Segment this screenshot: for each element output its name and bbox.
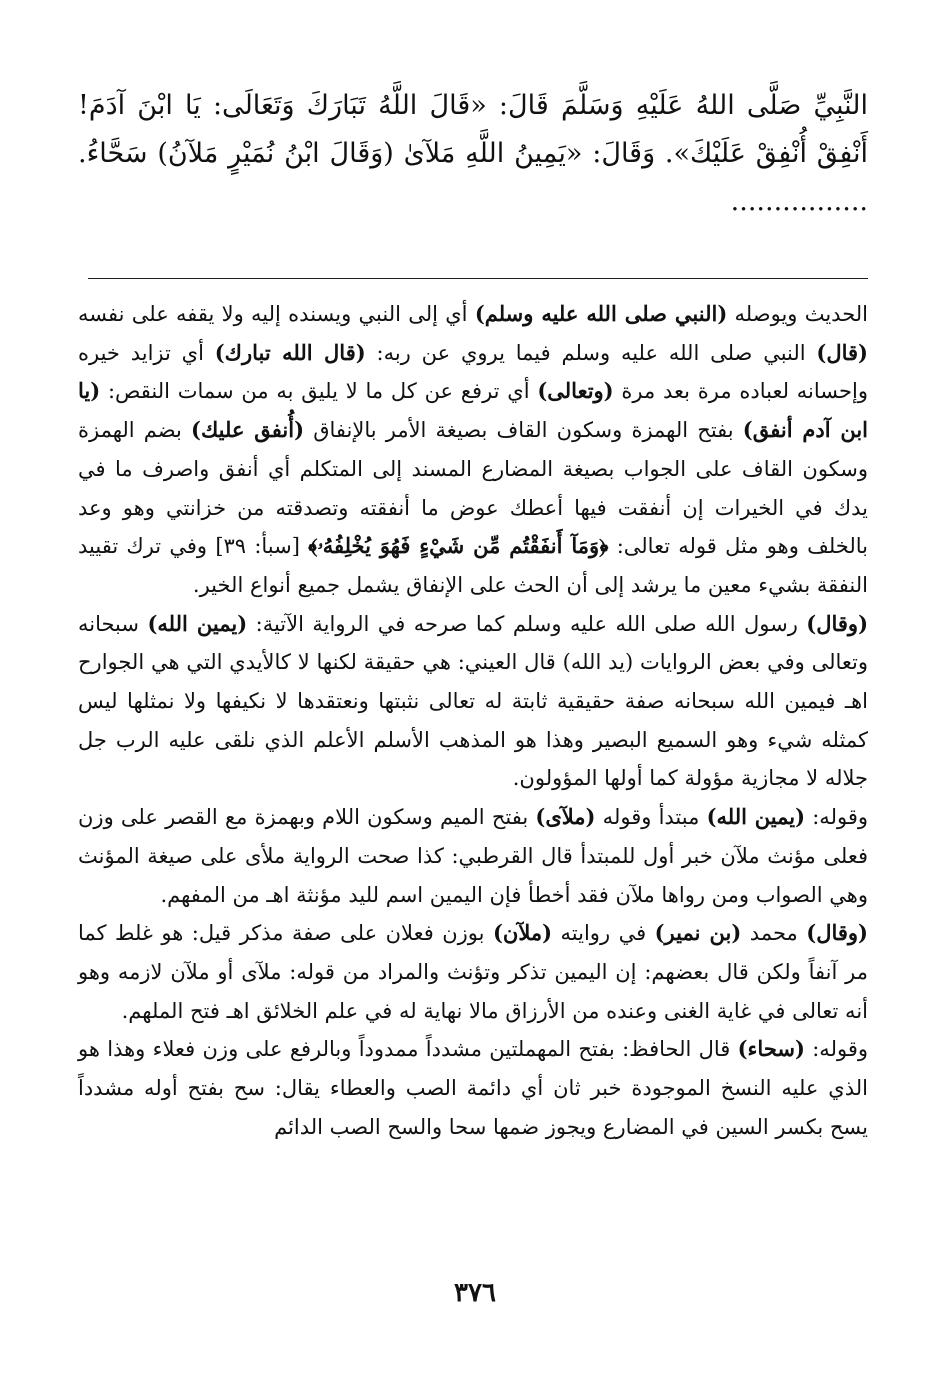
p1-bold-1: (النبي صلى الله عليه وسلم) [474,301,728,326]
commentary-paragraph-2 [78,605,868,799]
p1-text-8: [سبأ: ٣٩] وفي ترك تقييد النفقة بشيء معين ما يرشد إلى أن الحث على الإنفاق يشمل جميع أنواع الخير. [78,534,868,597]
p1-text-5: أي ترفع عن كل ما لا يليق به من سمات النقص: [100,379,538,404]
p1-text-6: بفتح الهمزة وسكون القاف بصيغة الأمر بالإنفاق [304,418,743,443]
page-number: ٣٧٦ [454,1278,496,1308]
separator-line [88,278,868,279]
p1-bold-3: (قال الله تبارك) [214,339,366,365]
p1-bold-6: (أُنفق عليك) [191,417,305,443]
quran-verse: ﴿وَمَآ أَنفَقْتُم مِّن شَيْءٍ فَهُوَ يُخْلِفُهُۥ﴾ [308,533,609,559]
p5-text-1: وقوله: [804,1037,868,1062]
commentary-paragraph-1 [78,295,868,605]
p3-bold-2: (ملآى) [535,804,596,830]
p4-bold-3: (ملآن) [492,920,553,946]
p1-text-7: بضم الهمزة وسكون القاف على الجواب بصيغة المضارع المسند إلى المتكلم أي أنفق واصرف ما في يدك في الخيرات إن أنفقت فيها أعطك عوض ما أنفقته وتصدقته من خزانتي وهو وعد بالخلف وهو مثل قوله تعالى: [78,418,868,559]
p4-text-3: بوزن فعلان على صفة مذكر قيل: هو غلط كما مر آنفاً ولكن قال بعضهم: إن اليمين تذكر وتؤنث والمراد من قوله: ملآى أو ملآن لازمه وهو أنه تعالى في غاية الغنى وعنده من الأرزاق مالا نهاية له في علم الخلائق اهـ فتح الملهم. [78,921,868,1023]
p4-bold-1: (وقال) [806,920,868,946]
p1-bold-2: (قال) [816,339,868,365]
hadith-text [78,82,868,226]
commentary-paragraph-5 [78,1030,868,1146]
p1-bold-5: (يا ابن آدم أنفق) [78,378,869,443]
p4-text-1: محمد [741,921,807,946]
commentary-paragraph-3 [78,798,868,914]
p3-text-1: وقوله: [805,805,868,830]
p3-text-2: مبتدأ وقوله [595,805,707,830]
p1-text-3: النبي صلى الله عليه وسلم فيما يروي عن ربه: [365,340,817,365]
p2-text-1: رسول الله صلى الله عليه وسلم كما صرحه في الرواية الآتية: [247,611,807,636]
p2-bold-2: (يمين الله) [147,610,248,636]
p2-bold-1: (وقال) [806,610,869,636]
p5-bold-1: (سحاء) [737,1036,805,1062]
p3-bold-1: (يمين الله) [706,804,806,830]
p5-text-2: قال الحافظ: بفتح المهملتين مشدداً ممدوداً وبالرفع على وزن فعلاء وهذا هو الذي عليه النسخ الموجودة خبر ثان أي دائمة الصب والعطاء يقال: سح بفتح أوله مشدداً يسح بكسر السين في المضارع ويجوز ضمها سحا والسح الصب الدائم [78,1037,868,1139]
commentary [78,295,868,1146]
p1-text-1: الحديث ويوصله [727,302,868,326]
commentary-paragraph-4 [78,914,868,1030]
p2-text-2: سبحانه وتعالى وفي بعض الروايات (يد الله) قال العيني: هي حقيقة لكنها لا كالأيدي التي هي الجوارح اهـ فيمين الله سبحانه صفة حقيقية ثابتة له تعالى نثبتها ونعتقدها لا نكيفها ولا نمثلها ليس كمثله شيء وهو السميع البصير وهذا هو المذهب الأسلم الأعلم الذي نلقى عليه الرب جل جلاله لا مجازية مؤولة كما أولها المؤولون. [78,611,868,791]
p1-text-2: أي إلى النبي ويسنده إليه ولا يقفه على نفسه [78,302,475,326]
p4-text-2: في روايته [552,921,655,946]
p1-bold-4: (وتعالى) [537,378,614,404]
hadith-ellipsis: ................ [730,186,868,217]
book-page [78,82,868,1146]
hadith-matn: النَّبِيِّ صَلَّى اللهُ عَلَيْهِ وَسَلَّمَ قَالَ: «قَالَ اللَّهُ تَبَارَكَ وَتَعَالَى: يَا ابْنَ آدَمَ! أَنْفِقْ أُنْفِقْ عَلَيْكَ». وَقَالَ: «يَمِينُ اللَّهِ مَلآىٰ (وَقَالَ ابْنُ نُمَيْرٍ مَلآنُ) سَحَّاءُ. [78,90,868,169]
p4-bold-2: (بن نمير) [654,920,742,946]
p1-text-4: أي تزايد خيره وإحسانه لعباده مرة بعد مرة [78,340,868,404]
p3-text-3: بفتح الميم وسكون اللام وبهمزة مع القصر على وزن فعلى مؤنث ملآن خبر أول للمبتدأ قال القرطبي: كذا صحت الرواية ملأى على صيغة المؤنث وهي الصواب ومن رواها ملآن فقد أخطأ فإن اليمين اسم لليد مؤنثة اهـ من المفهم. [78,805,868,907]
